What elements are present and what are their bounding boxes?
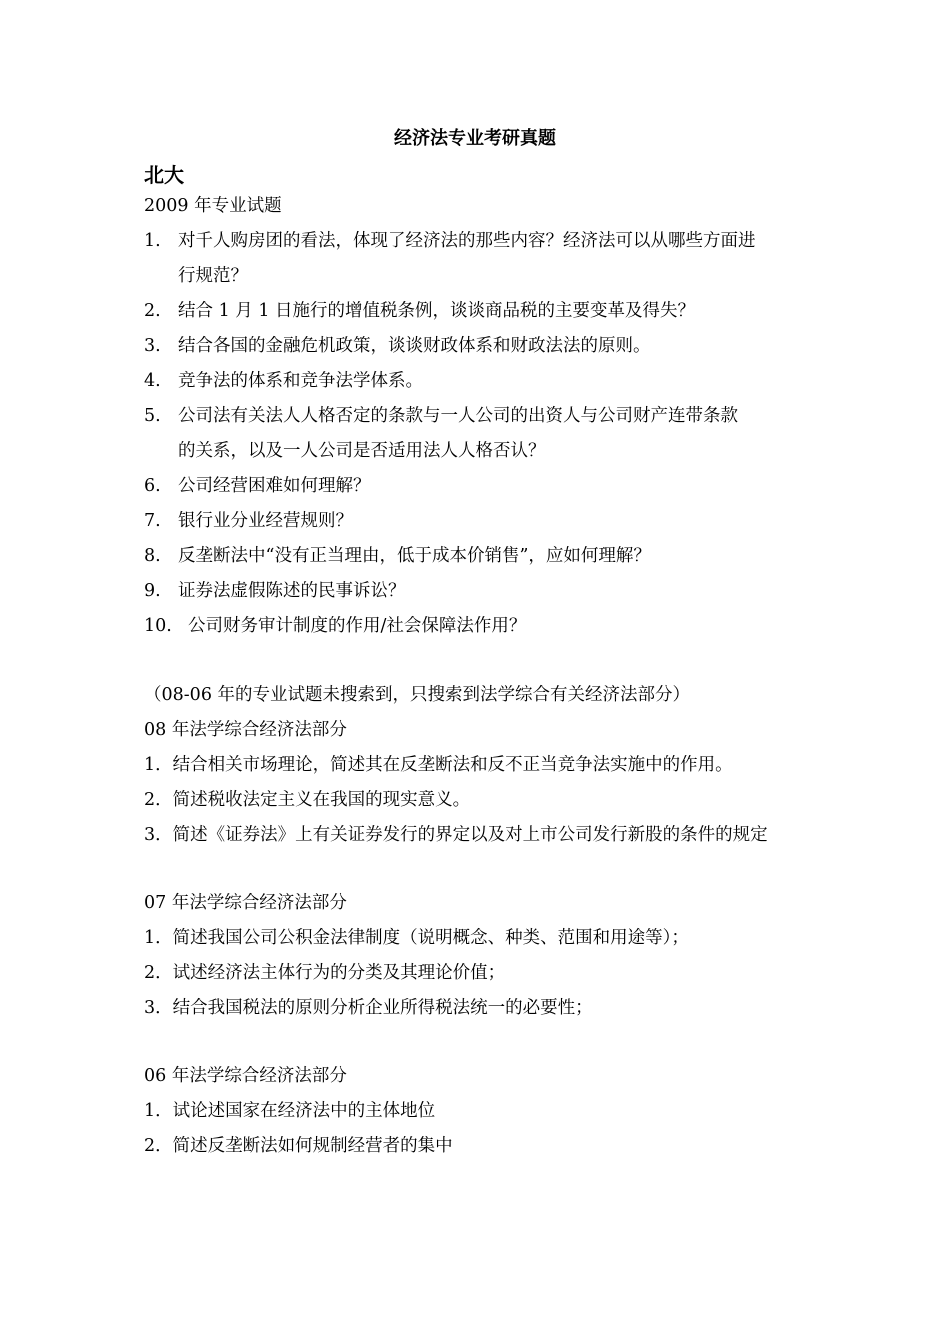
item-text: 反垄断法中“没有正当理由，低于成本价销售”，应如何理解？ [178,546,651,566]
item-text: 公司经营困难如何理解？ [178,476,371,496]
school-heading: 北大 [144,163,184,187]
list-item [144,614,526,638]
item-number: 6. [144,476,161,496]
section-heading-08: 08 年法学综合经济法部分 [144,720,347,740]
list-item [144,229,756,253]
section-heading-2009: 2009 年专业试题 [144,196,282,216]
item-text: 结合 1 月 1 日施行的增值税条例，谈谈商品税的主要变革及得失？ [178,301,696,321]
section-heading-07: 07 年法学综合经济法部分 [144,893,347,913]
item-number: 4. [144,371,161,391]
list-item: 3．结合我国税法的原则分析企业所得税法统一的必要性； [144,998,593,1018]
list-item: 3．简述《证券法》上有关证券发行的界定以及对上市公司发行新股的条件的规定 [144,825,768,845]
list-item [144,299,695,323]
item-text: 竞争法的体系和竞争法学体系。 [178,371,423,391]
search-note: （08-06 年的专业试题未搜索到，只搜索到法学综合有关经济法部分） [144,685,691,705]
item-text: 对千人购房团的看法，体现了经济法的那些内容？经济法可以从哪些方面进 [178,231,756,251]
document-title: 经济法专业考研真题 [394,128,556,149]
item-number: 2. [144,301,161,321]
item-number: 7. [144,511,161,531]
list-item [144,509,353,533]
list-item: 1．简述我国公司公积金法律制度（说明概念、种类、范围和用途等）； [144,928,689,948]
section-heading-06: 06 年法学综合经济法部分 [144,1066,347,1086]
item-text: 公司法有关法人人格否定的条款与一人公司的出资人与公司财产连带条款 [178,406,738,426]
list-item: 2．试述经济法主体行为的分类及其理论价值； [144,963,506,983]
list-item [144,579,406,603]
list-item: 1．结合相关市场理论，简述其在反垄断法和反不正当竞争法实施中的作用。 [144,755,733,775]
item-number: 9. [144,581,161,601]
item-text: 结合各国的金融危机政策，谈谈财政体系和财政法法的原则。 [178,336,651,356]
list-item [144,404,738,428]
list-item [144,334,651,358]
item-number: 5. [144,406,161,426]
list-item: 1．试论述国家在经济法中的主体地位 [144,1101,436,1121]
item-number: 3. [144,336,161,356]
list-item [144,369,423,393]
item-text: 银行业分业经营规则？ [178,511,353,531]
list-item [144,544,651,568]
item-text: 公司财务审计制度的作用/社会保障法作用？ [188,616,527,636]
list-item [144,474,371,498]
list-item: 2．简述税收法定主义在我国的现实意义。 [144,790,471,810]
item-number: 8. [144,546,161,566]
list-item: 2．简述反垄断法如何规制经营者的集中 [144,1136,453,1156]
item-text-continued: 行规范？ [178,266,248,286]
item-number: 10. [144,616,172,636]
item-number: 1. [144,231,161,251]
item-text: 证券法虚假陈述的民事诉讼？ [178,581,406,601]
item-text-continued: 的关系，以及一人公司是否适用法人人格否认？ [178,441,546,461]
